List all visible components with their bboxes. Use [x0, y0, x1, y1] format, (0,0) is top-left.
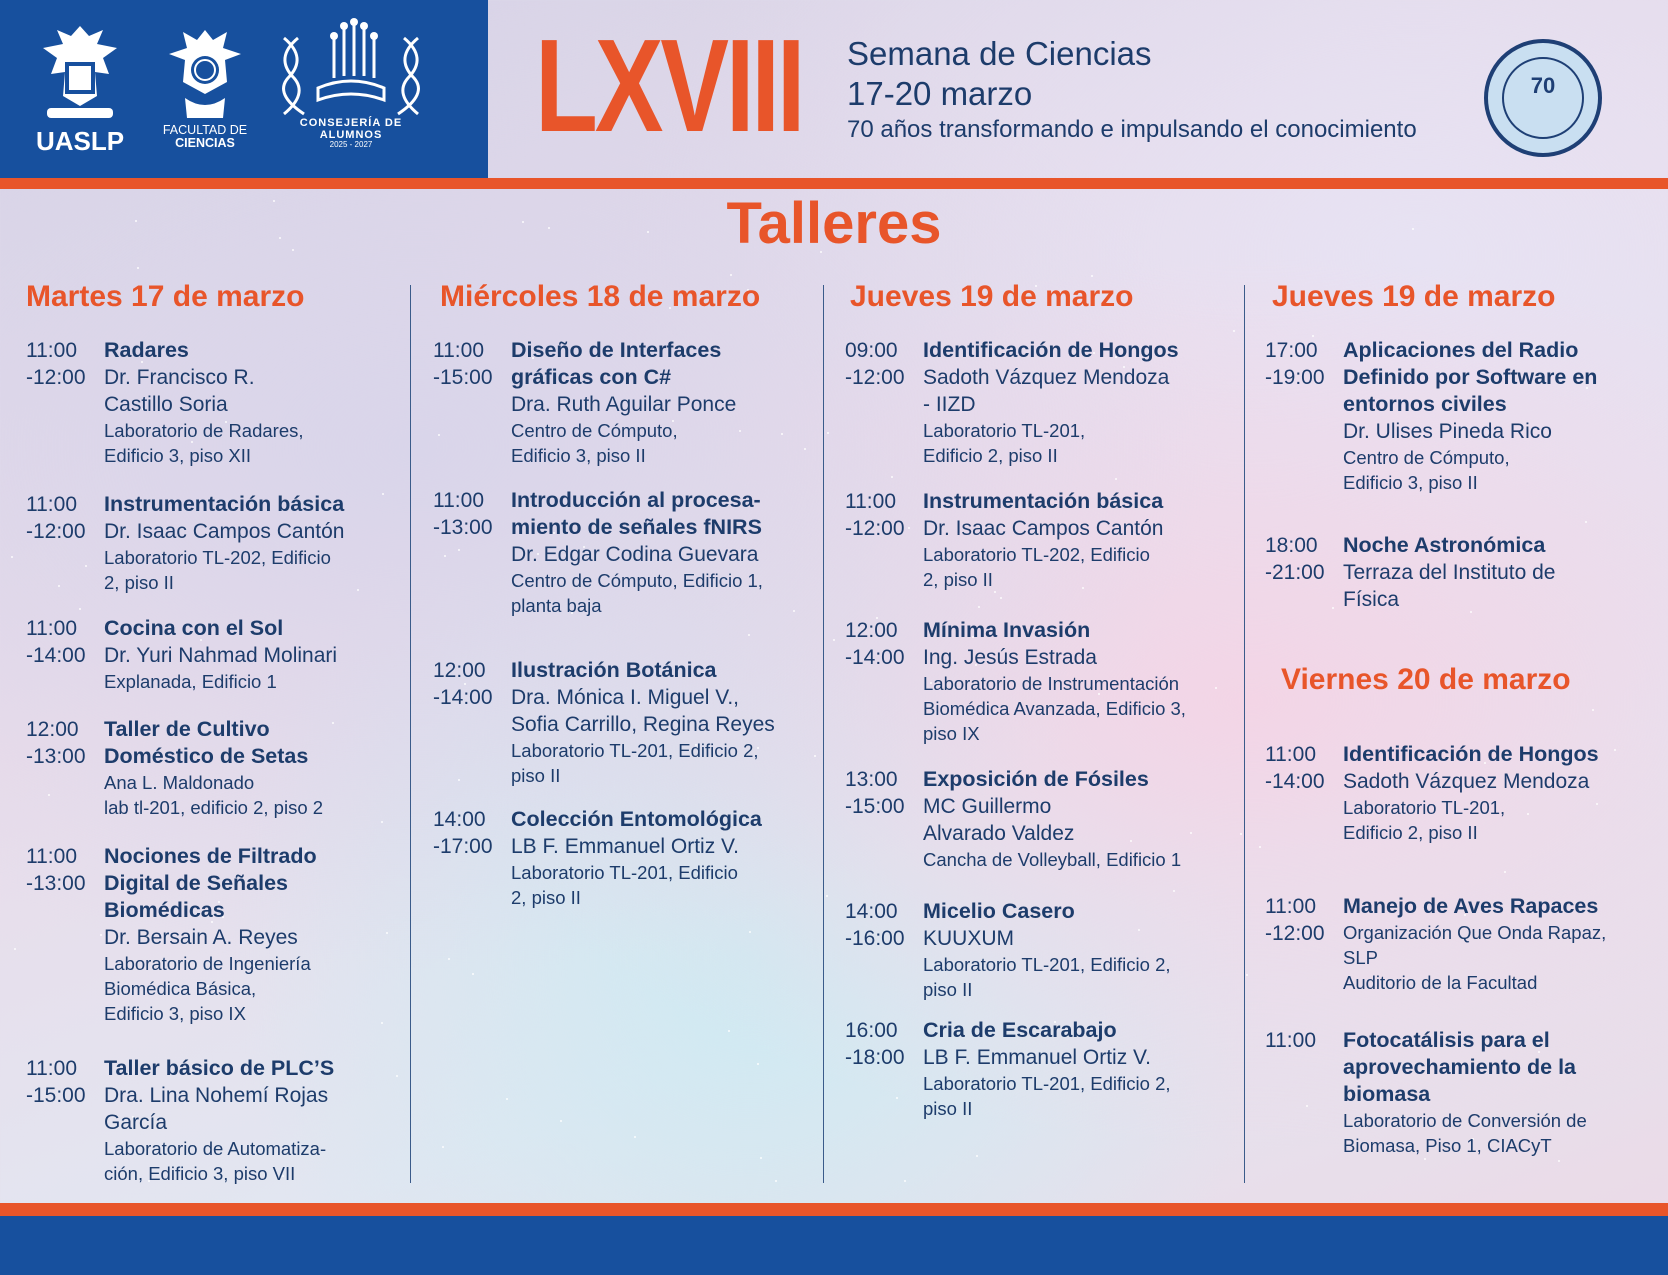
background-star [757, 1063, 759, 1065]
workshop-details [1343, 532, 1668, 613]
background-star [381, 821, 383, 823]
workshop-time [845, 617, 925, 671]
facultad-text-2: CIENCIAS [175, 136, 235, 151]
start-time: 11:00 [26, 845, 77, 868]
day-header-thursday-2: Jueves 19 de marzo [1272, 280, 1556, 313]
background-star [1115, 478, 1117, 480]
eagle-shield-icon [37, 22, 123, 126]
workshop-location: Biomédica Avanzada, Edificio 3, [923, 698, 1186, 719]
workshop-time [1265, 337, 1345, 391]
workshop-location: Edificio 3, piso XII [104, 445, 252, 466]
workshop-instructor: Dr. Francisco R. [104, 366, 255, 389]
workshop-location: Laboratorio de Instrumentación [923, 673, 1180, 694]
workshop-name: gráficas con C# [511, 365, 672, 389]
workshop-time [1265, 532, 1345, 586]
start-time: 11:00 [26, 1057, 77, 1080]
workshop-location: Laboratorio TL-201, Edificio [511, 862, 738, 883]
workshop-instructor: Dr. Ulises Pineda Rico [1343, 420, 1552, 443]
background-star [458, 779, 460, 781]
workshop-name: Manejo de Aves Rapaces [1343, 894, 1599, 918]
workshop-location: ción, Edificio 3, piso VII [104, 1163, 296, 1184]
workshop-name: Taller básico de PLC’S [104, 1056, 335, 1080]
start-time: 11:00 [433, 339, 484, 362]
background-star [1000, 597, 1002, 599]
start-time: 11:00 [845, 490, 896, 513]
background-star [891, 476, 893, 478]
background-star [100, 934, 102, 936]
start-time: 11:00 [1265, 1029, 1316, 1052]
start-time: 18:00 [1265, 534, 1318, 557]
background-star [48, 794, 50, 796]
end-time: -19:00 [1265, 366, 1325, 389]
workshop-time [26, 615, 106, 669]
background-star [1173, 890, 1175, 892]
end-time: -16:00 [845, 927, 905, 950]
workshop-details [104, 716, 434, 820]
workshop-name: Aplicaciones del Radio [1343, 338, 1579, 362]
start-time: 11:00 [26, 493, 77, 516]
workshop-details [1343, 337, 1668, 495]
workshop-name: Exposición de Fósiles [923, 767, 1149, 791]
logo-panel [0, 0, 488, 178]
start-time: 13:00 [845, 768, 898, 791]
workshop-name: Identificación de Hongos [1343, 742, 1599, 766]
workshop-location: piso IX [923, 723, 980, 744]
workshop-details [923, 1017, 1253, 1121]
workshop-instructor: Castillo Soria [104, 393, 228, 416]
event-name: Semana de Ciencias [847, 35, 1152, 72]
workshop-instructor: - IIZD [923, 393, 976, 416]
consejeria-logo [276, 18, 426, 149]
workshop-name: Definido por Software en [1343, 365, 1598, 389]
day-header-wednesday: Miércoles 18 de marzo [440, 280, 761, 313]
workshop-details [923, 766, 1253, 872]
workshop-name: Taller de Cultivo [104, 717, 270, 741]
workshop-instructor: Alvarado Valdez [923, 822, 1075, 845]
start-time: 17:00 [1265, 339, 1318, 362]
start-time: 11:00 [26, 339, 77, 362]
workshop-instructor: Dra. Mónica I. Miguel V., [511, 686, 739, 709]
start-time: 11:00 [433, 489, 484, 512]
workshop-location: Edificio 3, piso II [1343, 472, 1478, 493]
seal-graphic: 70 [1530, 73, 1556, 98]
workshop-name: Nociones de Filtrado [104, 844, 317, 868]
end-time: -13:00 [26, 745, 86, 768]
workshop-name: Cocina con el Sol [104, 616, 284, 640]
workshop-name: biomasa [1343, 1082, 1431, 1106]
background-star [833, 639, 835, 641]
background-star [1592, 709, 1594, 711]
background-star [1091, 275, 1093, 277]
workshop-time [26, 491, 106, 545]
background-star [1424, 1158, 1426, 1160]
workshop-time [845, 337, 925, 391]
workshop-name: miento de señales fNIRS [511, 515, 762, 539]
start-time: 11:00 [26, 617, 77, 640]
background-star [1259, 846, 1261, 848]
background-star [976, 1155, 978, 1157]
edition-number: LXVIII [535, 12, 803, 159]
workshop-name: Doméstico de Setas [104, 744, 309, 768]
workshop-time [26, 716, 106, 770]
background-star [1233, 330, 1235, 332]
workshop-time [845, 1017, 925, 1071]
workshop-location: 2, piso II [511, 887, 581, 908]
workshop-details [1343, 893, 1668, 995]
background-star [904, 1180, 906, 1182]
start-time: 12:00 [433, 659, 486, 682]
workshop-location: Biomasa, Piso 1, CIACyT [1343, 1135, 1552, 1156]
background-star [730, 274, 732, 276]
workshop-time [845, 488, 925, 542]
workshop-name: Fotocatálisis para el [1343, 1028, 1550, 1052]
consejeria-text-2: ALUMNOS [319, 128, 383, 141]
workshop-details [511, 487, 841, 618]
background-star [1306, 1105, 1308, 1107]
background-star [506, 1098, 508, 1100]
workshop-location: Laboratorio TL-202, Edificio [923, 544, 1150, 565]
end-time: -14:00 [845, 646, 905, 669]
workshop-details [104, 337, 434, 468]
workshop-location: Laboratorio TL-202, Edificio [104, 547, 331, 568]
workshop-instructor: Dr. Isaac Campos Cantón [923, 517, 1164, 540]
workshop-details [511, 337, 841, 468]
workshop-instructor: Dr. Yuri Nahmad Molinari [104, 644, 338, 667]
workshop-name: Ilustración Botánica [511, 658, 717, 682]
end-time: -14:00 [1265, 770, 1325, 793]
consejeria-text-3: 2025 - 2027 [329, 140, 373, 150]
background-star [760, 1157, 762, 1159]
workshop-time [433, 657, 513, 711]
event-tagline: 70 años transformando e impulsando el conocimiento [847, 116, 1417, 143]
background-star [560, 1120, 562, 1122]
workshop-location: SLP [1343, 947, 1378, 968]
workshop-name: Digital de Señales [104, 871, 289, 895]
workshop-name: Colección Entomológica [511, 807, 762, 831]
background-star [728, 1030, 730, 1032]
workshop-instructor: Sofia Carrillo, Regina Reyes [511, 713, 775, 736]
workshop-name: Radares [104, 338, 189, 362]
workshop-location: Ana L. Maldonado [104, 772, 255, 793]
start-time: 16:00 [845, 1019, 898, 1042]
workshop-instructor: KUUXUM [923, 927, 1015, 950]
workshop-instructor: LB F. Emmanuel Ortiz V. [511, 835, 739, 858]
workshop-instructor: Dr. Isaac Campos Cantón [104, 520, 345, 543]
event-dates: 17-20 marzo [847, 75, 1033, 112]
workshop-location: Centro de Cómputo, [511, 420, 678, 441]
workshop-location: Auditorio de la Facultad [1343, 972, 1538, 993]
end-time: -12:00 [26, 366, 86, 389]
workshop-time [433, 806, 513, 860]
workshop-details [104, 615, 434, 694]
workshop-location: Laboratorio de Conversión de [1343, 1110, 1587, 1131]
day-header-friday: Viernes 20 de marzo [1281, 663, 1571, 696]
start-time: 12:00 [26, 718, 79, 741]
workshop-location: Organización Que Onda Rapaz, [1343, 922, 1607, 943]
workshop-name: Diseño de Interfaces [511, 338, 722, 362]
background-star [458, 549, 460, 551]
workshop-location: Centro de Cómputo, Edificio 1, [511, 570, 763, 591]
start-time: 14:00 [433, 808, 486, 831]
workshop-details [923, 617, 1253, 746]
workshop-instructor: Física [1343, 588, 1400, 611]
workshop-details [1343, 741, 1668, 845]
background-star [749, 931, 751, 933]
end-time: -12:00 [845, 366, 905, 389]
workshop-instructor: Dra. Ruth Aguilar Ponce [511, 393, 737, 416]
background-star [448, 958, 450, 960]
workshop-instructor: Dra. Lina Nohemí Rojas [104, 1084, 329, 1107]
footer-accent [0, 1203, 1668, 1216]
workshop-time [1265, 1027, 1345, 1054]
end-time: -14:00 [433, 686, 493, 709]
workshop-instructor: LB F. Emmanuel Ortiz V. [923, 1046, 1151, 1069]
workshop-details [923, 337, 1253, 468]
background-star [58, 585, 60, 587]
workshop-details [1343, 1027, 1668, 1158]
background-star [442, 1146, 444, 1148]
workshop-location: Laboratorio de Radares, [104, 420, 304, 441]
workshop-location: piso II [511, 765, 561, 786]
uaslp-text: UASLP [35, 126, 125, 156]
workshop-location: Edificio 2, piso II [1343, 822, 1478, 843]
background-star [85, 565, 87, 567]
workshop-location: Cancha de Volleyball, Edificio 1 [923, 849, 1182, 870]
workshop-instructor: Dr. Bersain A. Reyes [104, 926, 298, 949]
workshop-name: Introducción al procesa- [511, 488, 761, 512]
background-star [438, 434, 440, 436]
workshop-name: entornos civiles [1343, 392, 1507, 416]
background-star [14, 948, 16, 950]
workshop-name: Instrumentación básica [923, 489, 1164, 513]
workshop-time [1265, 893, 1345, 947]
background-star [472, 973, 474, 975]
workshop-name: aprovechamiento de la [1343, 1055, 1576, 1079]
header-divider [0, 178, 1668, 189]
workshop-time [845, 766, 925, 820]
workshop-location: Laboratorio TL-201, Edificio 2, [923, 1073, 1171, 1094]
end-time: -15:00 [26, 1084, 86, 1107]
end-time: -13:00 [26, 872, 86, 895]
header [0, 0, 1668, 178]
workshop-time [26, 337, 106, 391]
workshop-instructor: Ing. Jesús Estrada [923, 646, 1097, 669]
event-info [847, 34, 1417, 146]
workshop-name: Instrumentación básica [104, 492, 345, 516]
uaslp-logo [30, 22, 130, 155]
workshop-instructor: Terraza del Instituto de [1343, 561, 1556, 584]
end-time: -15:00 [845, 795, 905, 818]
workshop-instructor: García [104, 1111, 168, 1134]
workshop-time [1265, 741, 1345, 795]
end-time: -15:00 [433, 366, 493, 389]
workshop-details [511, 657, 841, 788]
workshop-time [433, 487, 513, 541]
workshop-location: Edificio 2, piso II [923, 445, 1058, 466]
end-time: -14:00 [26, 644, 86, 667]
workshop-name: Cria de Escarabajo [923, 1018, 1117, 1042]
start-time: 12:00 [845, 619, 898, 642]
workshop-details [923, 898, 1253, 1002]
workshop-location: piso II [923, 979, 973, 1000]
workshop-location: 2, piso II [923, 569, 993, 590]
background-star [137, 267, 139, 269]
end-time: -17:00 [433, 835, 493, 858]
background-star [1332, 607, 1334, 609]
workshop-time [26, 843, 106, 897]
workshop-instructor: MC Guillermo [923, 795, 1052, 818]
workshop-location: Laboratorio TL-201, Edificio 2, [923, 954, 1171, 975]
end-time: -18:00 [845, 1046, 905, 1069]
workshop-location: Laboratorio TL-201, [923, 420, 1086, 441]
workshop-name: Mínima Invasión [923, 618, 1091, 642]
start-time: 11:00 [1265, 743, 1316, 766]
end-time: -13:00 [433, 516, 493, 539]
background-star [1558, 1160, 1560, 1162]
workshop-name: Noche Astronómica [1343, 533, 1546, 557]
background-star [896, 1097, 898, 1099]
workshop-location: Laboratorio de Ingeniería [104, 953, 311, 974]
workshop-details [923, 488, 1253, 592]
workshop-location: Explanada, Edificio 1 [104, 671, 277, 692]
day-header-tuesday: Martes 17 de marzo [26, 280, 305, 313]
end-time: -21:00 [1265, 561, 1325, 584]
workshop-location: Laboratorio TL-201, [1343, 797, 1506, 818]
background-star [444, 555, 446, 557]
start-time: 11:00 [1265, 895, 1316, 918]
workshop-location: Edificio 3, piso IX [104, 1003, 246, 1024]
workshop-details [104, 843, 434, 1026]
workshop-name: Micelio Casero [923, 899, 1075, 923]
background-star [1504, 871, 1506, 873]
workshop-details [104, 491, 434, 595]
background-star [978, 606, 980, 608]
end-time: -12:00 [845, 517, 905, 540]
workshop-location: piso II [923, 1098, 973, 1119]
workshop-location: Biomédica Básica, [104, 978, 257, 999]
background-star [11, 556, 13, 558]
workshop-location: lab tl-201, edificio 2, piso 2 [104, 797, 324, 818]
workshop-name: Identificación de Hongos [923, 338, 1179, 362]
eagle-globe-icon [165, 28, 245, 124]
background-star [1585, 521, 1587, 523]
workshop-location: planta baja [511, 595, 602, 616]
background-star [748, 634, 750, 636]
workshop-location: Laboratorio TL-201, Edificio 2, [511, 740, 759, 761]
start-time: 14:00 [845, 900, 898, 923]
day-header-thursday: Jueves 19 de marzo [850, 280, 1134, 313]
workshop-name: Biomédicas [104, 898, 225, 922]
page-title: Talleres [726, 191, 942, 256]
anniversary-seal [1484, 39, 1602, 157]
end-time: -12:00 [1265, 922, 1325, 945]
background-star [634, 1136, 636, 1138]
workshop-instructor: Dr. Edgar Codina Guevara [511, 543, 759, 566]
background-star [79, 608, 81, 610]
workshop-location: 2, piso II [104, 572, 174, 593]
background-star [775, 1180, 777, 1182]
end-time: -12:00 [26, 520, 86, 543]
facultad-text-1: FACULTAD DE [162, 123, 248, 137]
workshop-details [104, 1055, 434, 1186]
workshop-instructor: Sadoth Vázquez Mendoza [923, 366, 1170, 389]
workshop-location: Laboratorio de Automatiza- [104, 1138, 327, 1159]
workshop-time [433, 337, 513, 391]
workshop-time [26, 1055, 106, 1109]
workshop-instructor: Sadoth Vázquez Mendoza [1343, 770, 1590, 793]
workshop-location: Edificio 3, piso II [511, 445, 646, 466]
dna-book-icon [278, 18, 424, 118]
start-time: 09:00 [845, 339, 898, 362]
consejeria-text-1: CONSEJERÍA DE [299, 117, 403, 129]
workshop-details [511, 806, 841, 910]
facultad-logo [150, 28, 260, 150]
footer-bar [0, 1216, 1668, 1275]
workshop-time [845, 898, 925, 952]
workshop-location: Centro de Cómputo, [1343, 447, 1510, 468]
